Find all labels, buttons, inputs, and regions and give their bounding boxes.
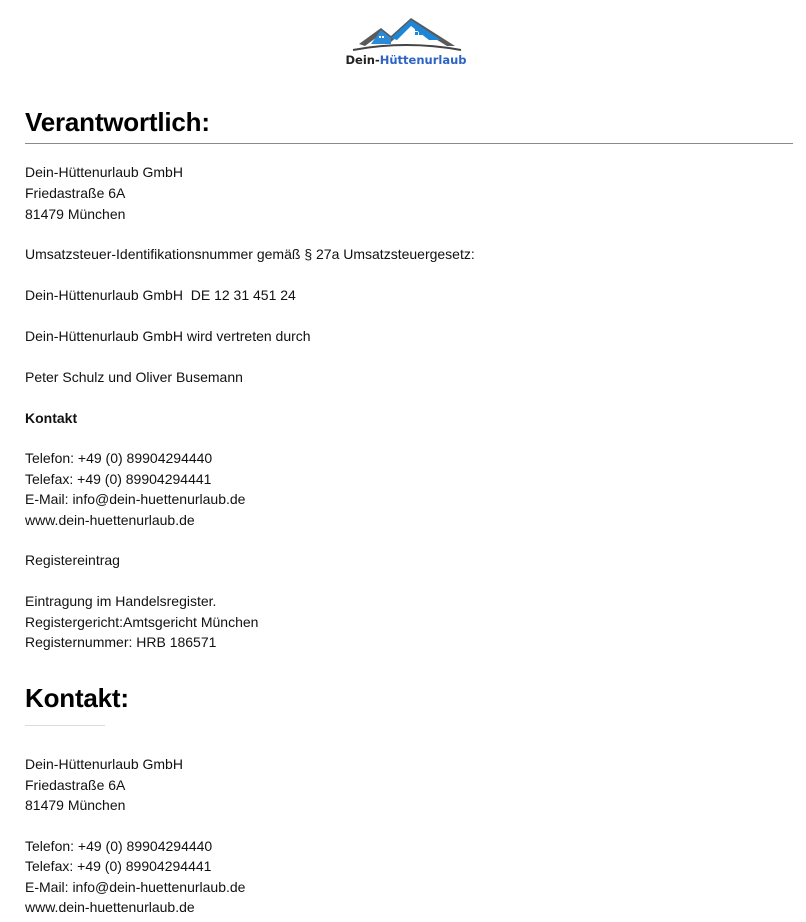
kontakt-email: E-Mail: info@dein-huettenurlaub.de (25, 879, 246, 895)
contact-subheading: Kontakt (25, 410, 78, 426)
house-roof-icon (349, 14, 463, 52)
email: E-Mail: info@dein-huettenurlaub.de (25, 491, 246, 507)
kontakt-website-link[interactable]: www.dein-huettenurlaub.de (25, 899, 195, 915)
register-number: Registernummer: HRB 186571 (25, 634, 217, 650)
street-address: Friedastraße 6A (25, 185, 126, 201)
kontakt-phone: Telefon: +49 (0) 89904294440 (25, 838, 213, 854)
register-court: Registergericht:Amtsgericht München (25, 614, 259, 630)
kontakt-heading: Kontakt: (25, 683, 129, 713)
heading-divider (25, 143, 793, 144)
fax: Telefax: +49 (0) 89904294441 (25, 471, 212, 487)
brand-name: Dein-Hüttenurlaub (345, 53, 467, 67)
city-address: 81479 München (25, 206, 126, 222)
register-heading: Registereintrag (25, 552, 120, 568)
kontakt-company-name: Dein-Hüttenurlaub GmbH (25, 756, 183, 772)
vat-label: Umsatzsteuer-Identifikationsnummer gemäß § 27a Umsatzsteuergesetz: (25, 246, 475, 262)
phone: Telefon: +49 (0) 89904294440 (25, 450, 213, 466)
kontakt-city-address: 81479 München (25, 797, 126, 813)
represented-label: Dein-Hüttenurlaub GmbH wird vertreten durch (25, 328, 311, 344)
website-link[interactable]: www.dein-huettenurlaub.de (25, 512, 195, 528)
verantwortlich-heading: Verantwortlich: (25, 107, 210, 137)
kontakt-street-address: Friedastraße 6A (25, 777, 126, 793)
representatives: Peter Schulz und Oliver Busemann (25, 369, 243, 385)
brand-logo[interactable] (345, 14, 467, 70)
company-name: Dein-Hüttenurlaub GmbH (25, 164, 183, 180)
kontakt-divider (25, 725, 105, 726)
vat-value: Dein-Hüttenurlaub GmbH DE 12 31 451 24 (25, 287, 296, 303)
register-entry: Eintragung im Handelsregister. (25, 593, 217, 609)
kontakt-fax: Telefax: +49 (0) 89904294441 (25, 858, 212, 874)
